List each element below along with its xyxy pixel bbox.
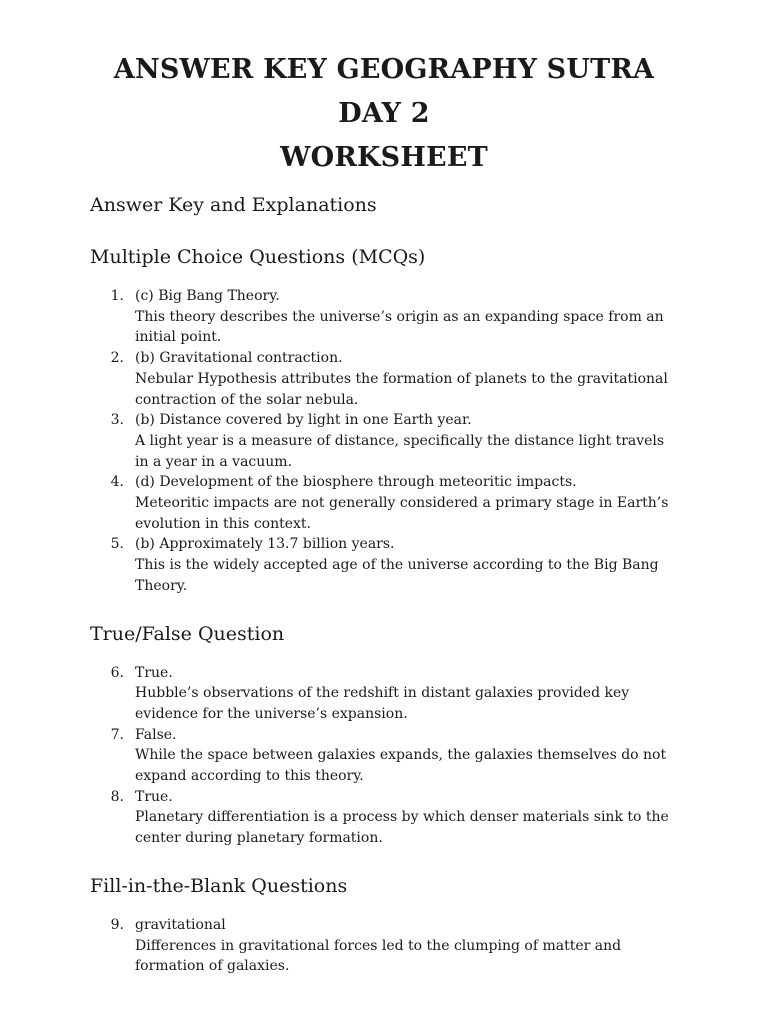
explanation-text: Meteoritic impacts are not generally considered a primary stage in Earth’s evolution in this context. — [135, 495, 669, 532]
answer-text: (b) Approximately 13.7 billion years. — [135, 536, 395, 553]
answer-item-2 — [90, 348, 678, 410]
answer-text: gravitational — [135, 916, 226, 933]
answer-item-1 — [90, 286, 678, 348]
item-number: 6. — [110, 664, 124, 681]
item-number: 2. — [110, 350, 124, 367]
explanation-text: This is the widely accepted age of the universe according to the Big Bang Theory. — [135, 557, 659, 594]
item-number: 3. — [110, 412, 124, 429]
answer-text: True. — [135, 788, 173, 805]
item-number: 8. — [110, 788, 124, 805]
answer-key-subtitle: Answer Key and Explanations — [90, 194, 377, 216]
explanation-text: Nebular Hypothesis attributes the formation of planets to the gravitational contraction of the solar nebula. — [135, 370, 668, 408]
answer-item-8 — [90, 787, 678, 849]
item-number: 5. — [110, 536, 124, 553]
fill-in-blank-answer-list — [90, 915, 678, 977]
explanation-text: A light year is a measure of distance, specifically the distance light travels in a year in a vacuum. — [135, 432, 665, 470]
answer-text: (b) Gravitational contraction. — [135, 350, 343, 367]
true-false-answer-list — [90, 663, 678, 849]
explanation-text: This theory describes the universe’s origin as an expanding space from an initial point. — [135, 308, 664, 346]
fill-in-blank-heading: Fill-in-the-Blank Questions — [90, 874, 348, 897]
item-number: 9. — [110, 916, 124, 933]
explanation-text: While the space between galaxies expands, the galaxies themselves do not expand according to this theory. — [135, 747, 667, 785]
answer-item-9 — [90, 915, 678, 977]
title-line-1: ANSWER KEY GEOGRAPHY SUTRA DAY 2 — [113, 54, 655, 129]
answer-text: (d) Development of the biosphere through meteoritic impacts. — [135, 474, 577, 491]
true-false-section — [90, 621, 678, 849]
explanation-text: Planetary differentiation is a process by which denser materials sink to the center during planetary formation. — [135, 809, 669, 847]
answer-text: (c) Big Bang Theory. — [135, 288, 280, 304]
answer-text: True. — [135, 664, 173, 681]
true-false-heading: True/False Question — [90, 622, 285, 645]
answer-item-4 — [90, 472, 678, 534]
fill-in-blank-section — [90, 873, 678, 977]
answer-text: False. — [135, 726, 177, 743]
answer-item-3 — [90, 410, 678, 472]
answer-item-7 — [90, 725, 678, 787]
mcq-answer-list — [90, 286, 678, 597]
explanation-text: Differences in gravitational forces led to the clumping of matter and formation of galaxies. — [135, 937, 622, 975]
mcq-heading: Multiple Choice Questions (MCQs) — [90, 246, 426, 268]
item-number: 7. — [110, 726, 124, 743]
mcq-section — [90, 244, 678, 597]
item-number: 4. — [110, 474, 124, 491]
answer-item-5 — [90, 534, 678, 596]
explanation-text: Hubble’s observations of the redshift in distant galaxies provided key evidence for the universe’s expansion. — [135, 685, 630, 722]
item-number: 1. — [110, 288, 124, 304]
answer-text: (b) Distance covered by light in one Earth year. — [135, 412, 472, 429]
title-line-2: WORKSHEET — [280, 142, 488, 173]
document-title — [90, 48, 678, 180]
answer-item-6 — [90, 663, 678, 725]
